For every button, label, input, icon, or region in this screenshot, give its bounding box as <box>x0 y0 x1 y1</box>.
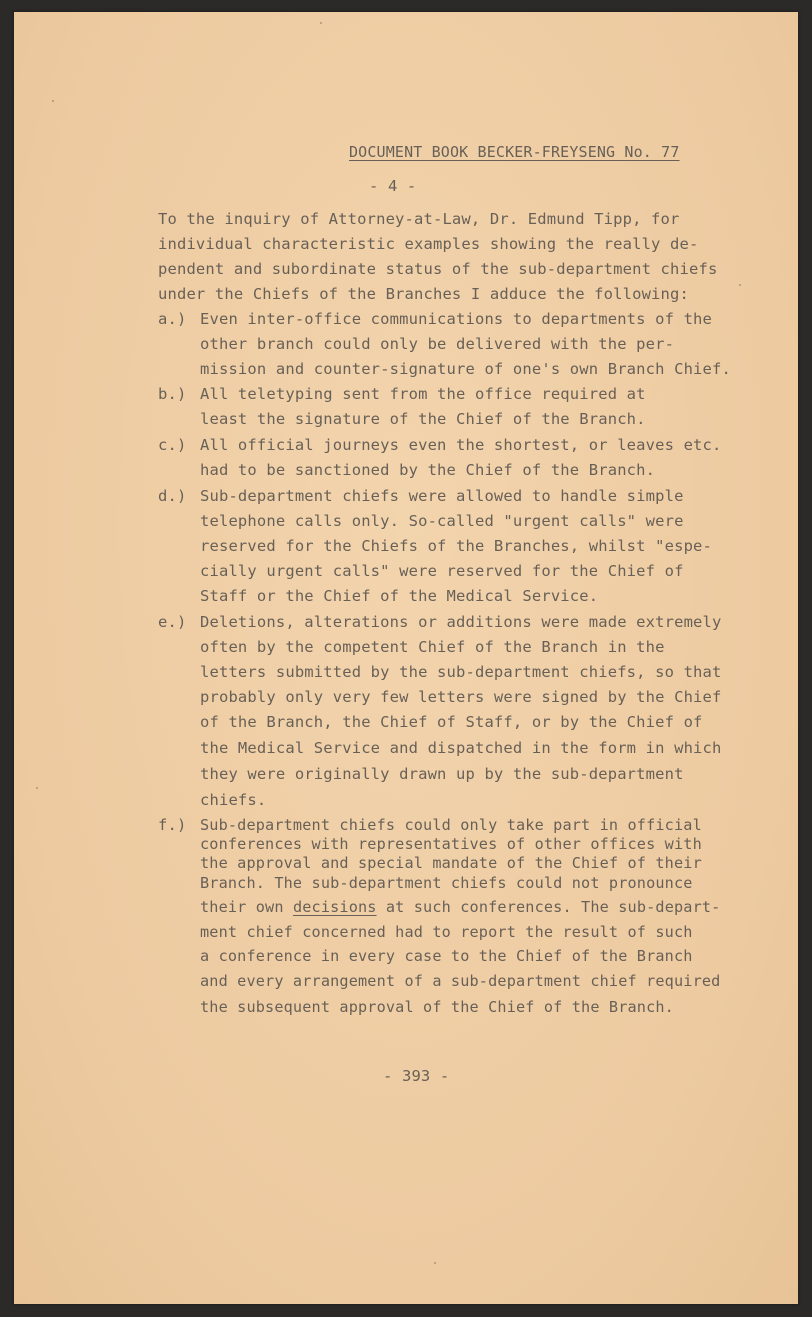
item-f-line: Sub-department chiefs could only take part in official <box>200 816 702 834</box>
item-a-line: Even inter-office communications to departments of the <box>200 310 713 328</box>
item-label-a: a.) <box>158 310 187 328</box>
paper-speck <box>52 100 54 102</box>
item-d-line: reserved for the Chiefs of the Branches, whilst "espe- <box>200 537 713 555</box>
item-c-line: All official journeys even the shortest, or leaves etc. <box>200 436 722 454</box>
intro-line: under the Chiefs of the Branches I adduce the following: <box>158 285 689 303</box>
item-b-line: All teletyping sent from the office required at <box>200 385 646 403</box>
item-label-e: e.) <box>158 613 187 631</box>
item-label-b: b.) <box>158 385 187 403</box>
item-e-line: chiefs. <box>200 791 267 809</box>
paper-speck <box>36 787 38 789</box>
item-f-line: ment chief concerned had to report the result of such <box>200 923 693 941</box>
item-f-text-segment: at such conferences. The sub-depart- <box>376 898 721 916</box>
item-e-line: they were originally drawn up by the sub-department <box>200 765 684 783</box>
item-d-line: Sub-department chiefs were allowed to handle simple <box>200 487 684 505</box>
page-number: - 393 - <box>383 1067 450 1085</box>
paper-speck <box>320 22 322 24</box>
item-a-line: mission and counter-signature of one's own Branch Chief. <box>200 360 731 378</box>
item-label-c: c.) <box>158 436 187 454</box>
page-subnumber: - 4 - <box>369 177 417 195</box>
item-f-line: a conference in every case to the Chief of the Branch <box>200 947 693 965</box>
item-d-line: telephone calls only. So-called "urgent calls" were <box>200 512 684 530</box>
item-e-line: Deletions, alterations or additions were made extremely <box>200 613 722 631</box>
item-f-line: Branch. The sub-department chiefs could not pronounce <box>200 874 693 892</box>
item-d-line: Staff or the Chief of the Medical Service. <box>200 587 599 605</box>
underlined-word-decisions: decisions <box>292 898 377 916</box>
item-f-line: the subsequent approval of the Chief of the Branch. <box>200 998 674 1016</box>
item-label-d: d.) <box>158 487 187 505</box>
item-a-line: other branch could only be delivered with the per- <box>200 335 675 353</box>
item-e-line: probably only very few letters were signed by the Chief <box>200 688 722 706</box>
item-label-f: f.) <box>158 816 187 834</box>
item-c-line: had to be sanctioned by the Chief of the Branch. <box>200 461 656 479</box>
document-book-header: DOCUMENT BOOK BECKER-FREYSENG No. 77 <box>349 143 680 161</box>
item-f-line: the approval and special mandate of the Chief of their <box>200 854 702 872</box>
item-f-line <box>200 898 720 916</box>
item-f-text-segment: their own <box>200 898 293 916</box>
item-f-line: conferences with representatives of other offices with <box>200 835 702 853</box>
paper-speck <box>739 284 741 286</box>
item-e-line: the Medical Service and dispatched in the form in which <box>200 739 722 757</box>
item-f-line: and every arrangement of a sub-department chief required <box>200 972 721 990</box>
item-e-line: often by the competent Chief of the Branch in the <box>200 638 665 656</box>
paper-speck <box>434 1262 436 1264</box>
document-page <box>14 12 798 1304</box>
item-e-line: of the Branch, the Chief of Staff, or by the Chief of <box>200 713 703 731</box>
intro-line: individual characteristic examples showing the really de- <box>158 235 699 253</box>
intro-line: To the inquiry of Attorney-at-Law, Dr. Edmund Tipp, for <box>158 210 680 228</box>
intro-line: pendent and subordinate status of the sub-department chiefs <box>158 260 718 278</box>
item-b-line: least the signature of the Chief of the Branch. <box>200 410 646 428</box>
item-d-line: cially urgent calls" were reserved for the Chief of <box>200 562 684 580</box>
item-e-line: letters submitted by the sub-department chiefs, so that <box>200 663 722 681</box>
